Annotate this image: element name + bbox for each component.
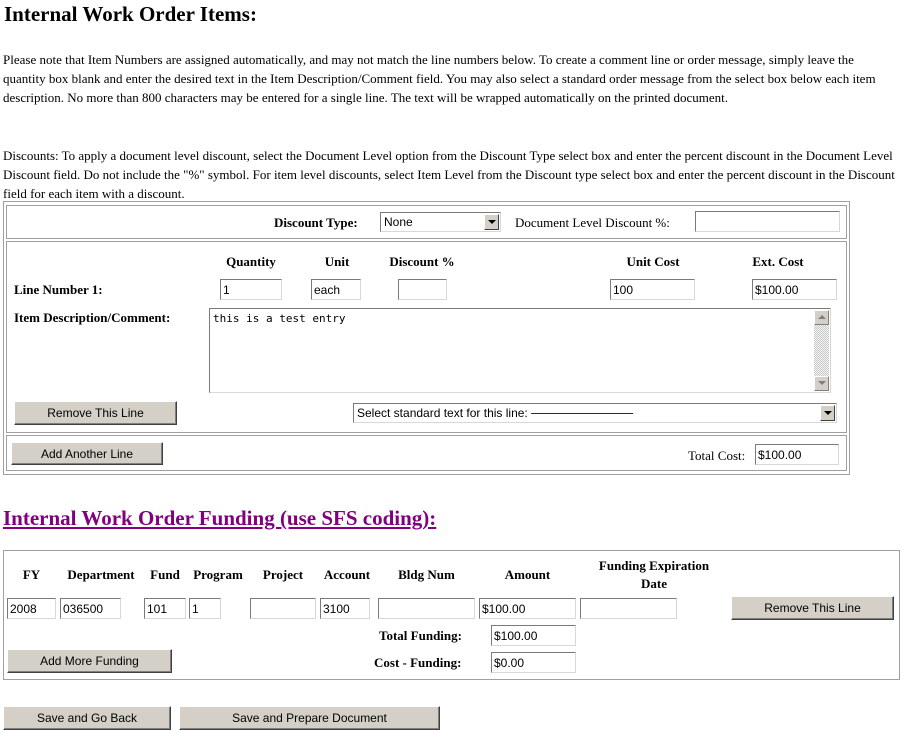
item-description-text: this is a test entry xyxy=(213,312,346,325)
doc-level-discount-input[interactable] xyxy=(695,211,840,232)
total-cost-label: Total Cost: xyxy=(688,448,746,463)
fund-input[interactable] xyxy=(144,598,186,619)
account-input[interactable] xyxy=(320,598,370,619)
textarea-scrollbar[interactable] xyxy=(814,310,829,391)
info-paragraph: Please note that Item Numbers are assigned automatically, and may not match the line numbers below. To create a comment line or order message, simply leave the quantity box blank and enter the desired text in the Item Description/Comment field. You may also select a standard order message from the select box below each item description. No more than 800 characters may be entered for a single line. The text will be wrapped automatically on the printed document. xyxy=(3,52,876,105)
line-number-label: Line Number 1: xyxy=(14,282,103,297)
funding-title: Internal Work Order Funding (use SFS coding): xyxy=(3,506,437,530)
ext-cost-header: Ext. Cost xyxy=(752,254,804,269)
cost-minus-funding-input[interactable] xyxy=(491,652,576,673)
remove-line-button[interactable]: Remove This Line xyxy=(14,401,177,425)
remove-funding-line-button[interactable]: Remove This Line xyxy=(731,596,894,620)
total-cost-input[interactable] xyxy=(755,444,839,465)
add-more-funding-button[interactable]: Add More Funding xyxy=(7,649,172,673)
dropdown-arrow-icon[interactable] xyxy=(820,405,835,421)
item-description-label: Item Description/Comment: xyxy=(14,310,171,325)
quantity-header: Quantity xyxy=(226,254,276,269)
discount-type-label: Discount Type: xyxy=(274,215,358,230)
discount-percent-input[interactable] xyxy=(398,279,447,300)
cost-minus-funding-label: Cost - Funding: xyxy=(374,655,462,670)
account-header: Account xyxy=(323,567,371,582)
project-header: Project xyxy=(262,567,304,582)
department-input[interactable] xyxy=(60,598,121,619)
unit-input[interactable] xyxy=(311,279,361,300)
save-prepare-document-button[interactable]: Save and Prepare Document xyxy=(179,706,440,730)
scroll-down-icon[interactable] xyxy=(814,376,829,391)
funding-expiration-header-date: Date xyxy=(641,576,667,591)
discount-header: Discount % xyxy=(389,254,455,269)
quantity-input[interactable] xyxy=(220,279,282,300)
discounts-paragraph: Discounts: To apply a document level discount, select the Document Level option from the Discount Type select box and enter the percent discount in the Document Level Discount field. Do not include the "%" symbol. For item level discounts, select Item Level from the Discount type select box and enter the percent discount in the Discount field for each item with a discount. xyxy=(3,148,895,201)
funding-expiration-input[interactable] xyxy=(580,598,677,619)
ext-cost-input[interactable] xyxy=(752,279,837,300)
doc-level-discount-label: Document Level Discount %: xyxy=(515,215,670,230)
standard-text-value: Select standard text for this line: ──────────── xyxy=(357,406,634,420)
unit-cost-input[interactable] xyxy=(610,279,695,300)
amount-input[interactable] xyxy=(479,598,576,619)
save-go-back-button[interactable]: Save and Go Back xyxy=(3,706,171,730)
bldg-num-input[interactable] xyxy=(378,598,475,619)
unit-header: Unit xyxy=(324,254,350,269)
project-input[interactable] xyxy=(250,598,316,619)
funding-expiration-header: Funding Expiration xyxy=(598,558,710,573)
fund-header: Fund xyxy=(150,567,180,582)
discount-type-value: None xyxy=(384,215,413,229)
scroll-up-icon[interactable] xyxy=(814,310,829,325)
bldg-num-header: Bldg Num xyxy=(398,567,455,582)
fy-input[interactable] xyxy=(7,598,56,619)
total-funding-input[interactable] xyxy=(491,625,576,646)
unit-cost-header: Unit Cost xyxy=(626,254,680,269)
add-another-line-button[interactable]: Add Another Line xyxy=(11,442,163,465)
total-funding-label: Total Funding: xyxy=(379,628,462,643)
item-description-textarea[interactable] xyxy=(209,308,831,393)
discount-type-select[interactable] xyxy=(380,212,501,232)
fy-header: FY xyxy=(22,567,41,582)
page-title: Internal Work Order Items: xyxy=(4,2,257,26)
dropdown-arrow-icon[interactable] xyxy=(484,214,499,230)
standard-text-select[interactable] xyxy=(353,403,837,423)
scroll-track[interactable] xyxy=(814,325,829,376)
program-input[interactable] xyxy=(189,598,221,619)
department-header: Department xyxy=(67,567,135,582)
program-header: Program xyxy=(193,567,243,582)
amount-header: Amount xyxy=(504,567,551,582)
